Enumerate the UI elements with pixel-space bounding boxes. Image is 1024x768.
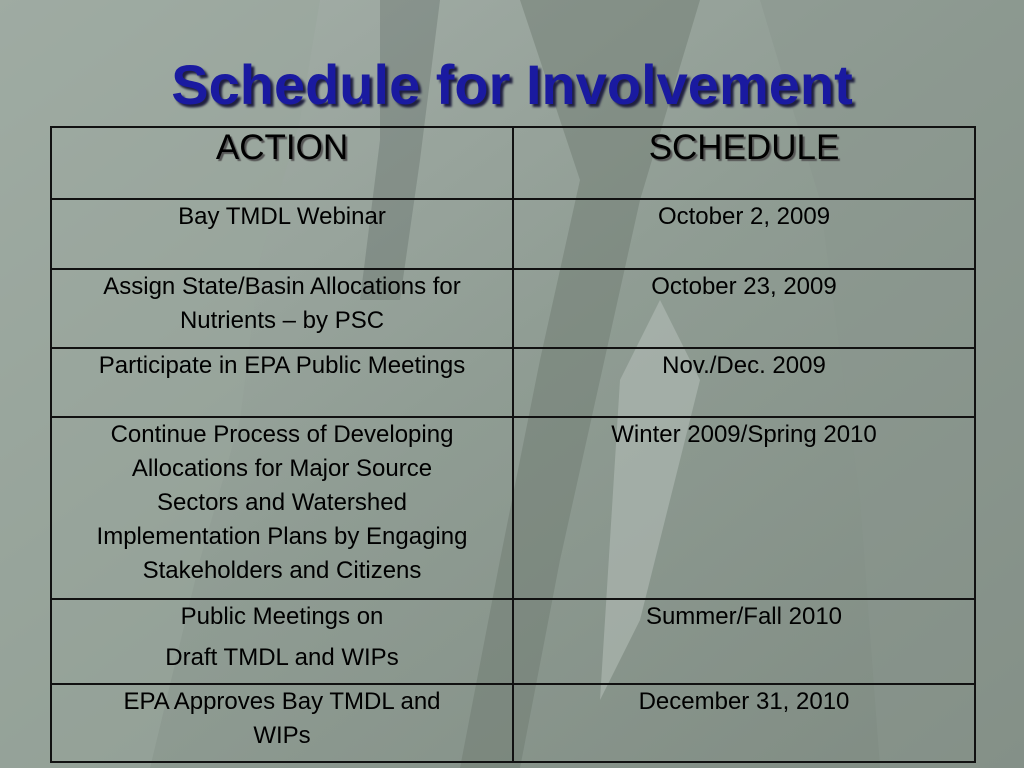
action-cell	[51, 269, 513, 348]
action-line: Sectors and Watershed	[157, 489, 407, 516]
action-line: Public Meetings on	[180, 603, 384, 630]
action-cell: Bay TMDL Webinar	[51, 199, 513, 269]
action-cell	[51, 684, 513, 762]
schedule-cell: Nov./Dec. 2009	[513, 348, 975, 417]
column-header-schedule: SCHEDULE	[513, 127, 975, 199]
schedule-cell: October 2, 2009	[513, 199, 975, 269]
table-row	[51, 348, 975, 417]
table-row	[51, 684, 975, 762]
action-line: Allocations for Major Source	[131, 455, 433, 482]
action-line: EPA Approves Bay TMDL and	[123, 688, 441, 715]
table-row	[51, 199, 975, 269]
table-row	[51, 417, 975, 599]
schedule-cell: Summer/Fall 2010	[513, 599, 975, 684]
slide-title: Schedule for Involvement	[171, 53, 853, 116]
action-line: Nutrients – by PSC	[179, 307, 385, 334]
table-header-row	[51, 127, 975, 199]
action-line: Stakeholders and Citizens	[142, 557, 422, 584]
action-line: WIPs	[253, 722, 311, 749]
schedule-table	[50, 126, 976, 763]
schedule-cell: December 31, 2010	[513, 684, 975, 762]
action-line: Assign State/Basin Allocations for	[103, 273, 461, 300]
schedule-cell: Winter 2009/Spring 2010	[513, 417, 975, 599]
action-cell	[51, 417, 513, 599]
schedule-cell: October 23, 2009	[513, 269, 975, 348]
table-row	[51, 269, 975, 348]
action-line: Implementation Plans by Engaging	[96, 523, 468, 550]
table-row	[51, 599, 975, 684]
action-cell	[51, 599, 513, 684]
action-line: Draft TMDL and WIPs	[165, 644, 399, 671]
action-cell: Participate in EPA Public Meetings	[51, 348, 513, 417]
column-header-action: ACTION	[51, 127, 513, 199]
action-line: Continue Process of Developing	[110, 421, 454, 448]
